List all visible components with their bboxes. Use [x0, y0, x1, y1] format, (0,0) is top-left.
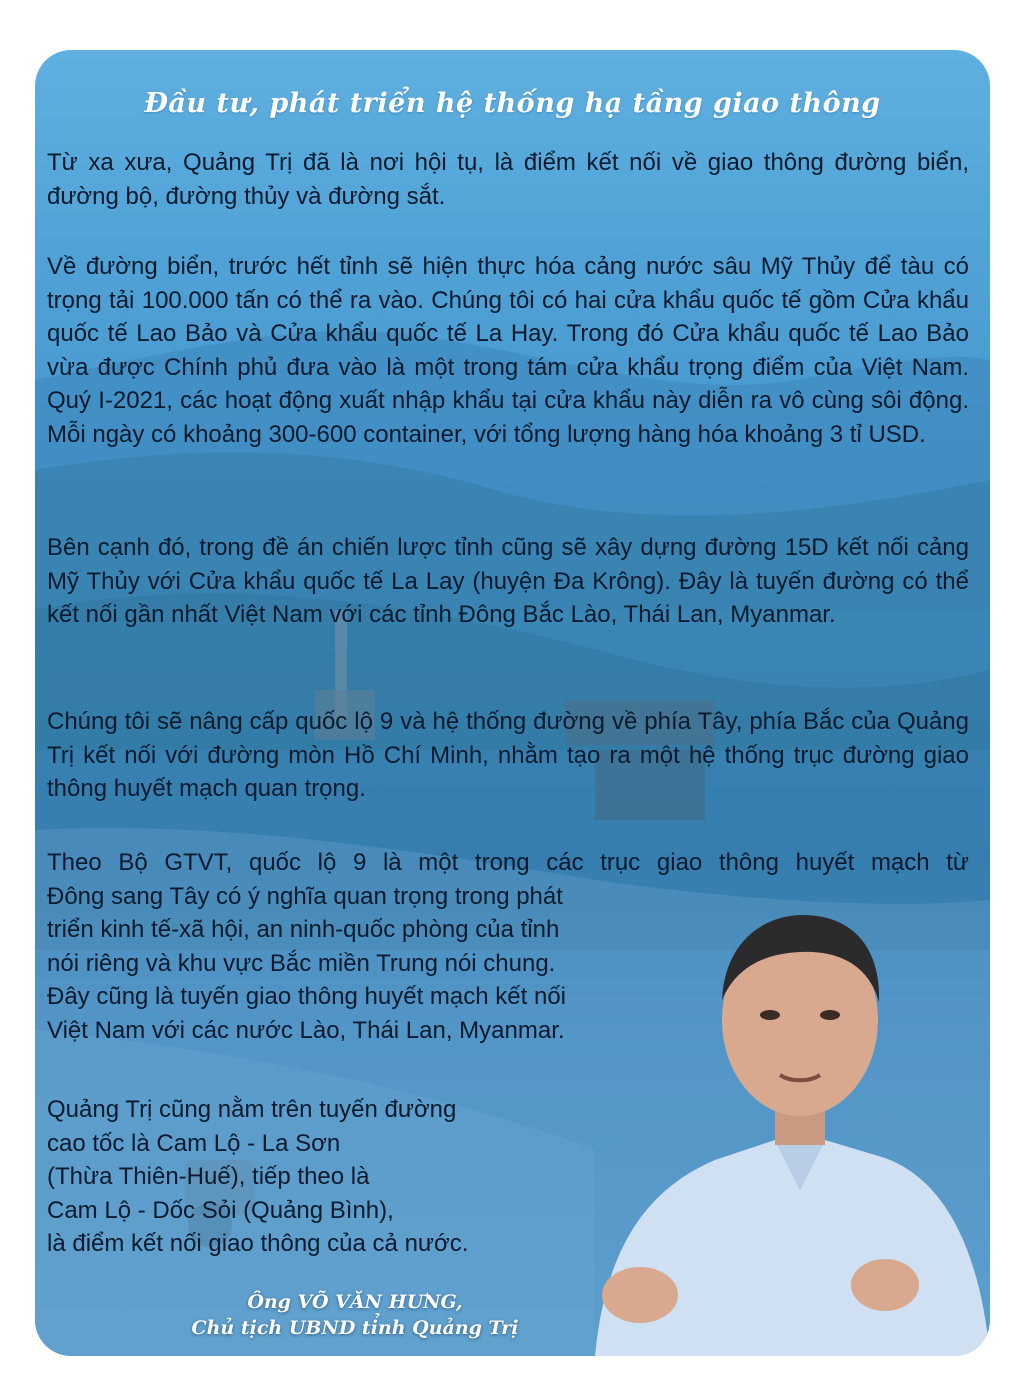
paragraph-line: (Thừa Thiên-Huế), tiếp theo là — [47, 1163, 370, 1190]
paragraph-line: Quảng Trị cũng nằm trên tuyến đường — [47, 1096, 457, 1123]
paragraph-intro: Từ xa xưa, Quảng Trị đã là nơi hội tụ, là điểm kết nối về giao thông đường biển, đường bộ, đường thủy và đường sắt. — [47, 149, 969, 210]
paragraph-line: Theo Bộ GTVT, quốc lộ 9 là một trong các trục giao thông huyết mạch từ — [47, 849, 969, 876]
speaker-title: Chủ tịch UBND tỉnh Quảng Trị — [191, 1317, 519, 1339]
paragraph-expressway — [47, 1093, 607, 1261]
speaker-name: Ông VÕ VĂN HƯNG, — [247, 1291, 463, 1313]
paragraph-sea-route: Về đường biển, trước hết tỉnh sẽ hiện thực hóa cảng nước sâu Mỹ Thủy để tàu có trọng tải 100.000 tấn có thể ra vào. Chúng tôi có hai cửa khẩu quốc tế gồm Cửa khẩu quốc tế Lao Bảo và Cửa khẩu quốc tế La Hay. Trong đó Cửa khẩu quốc tế Lao Bảo vừa được Chính phủ đưa vào là một trong tám cửa khẩu trọng điểm của Việt Nam. Quý I-2021, các hoạt động xuất nhập khẩu tại cửa khẩu này diễn ra vô cùng sôi động. Mỗi ngày có khoảng 300-600 container, với tổng lượng hàng hóa khoảng 3 tỉ USD. — [47, 253, 969, 448]
paragraph-road-15d: Bên cạnh đó, trong đề án chiến lược tỉnh cũng sẽ xây dựng đường 15D kết nối cảng Mỹ Thủy với Cửa khẩu quốc tế La Lay (huyện Đa Krông). Đây là tuyến đường có thể kết nối gần nhất Việt Nam với các tỉnh Đông Bắc Lào, Thái Lan, Myanmar. — [47, 534, 969, 628]
article-card — [35, 50, 990, 1356]
paragraph-highway-9: Chúng tôi sẽ nâng cấp quốc lộ 9 và hệ thống đường về phía Tây, phía Bắc của Quảng Trị kết nối với đường mòn Hồ Chí Minh, nhằm tạo ra một hệ thống trục đường giao thông huyết mạch quan trọng. — [47, 708, 969, 802]
paragraph-line: Việt Nam với các nước Lào, Thái Lan, Myanmar. — [47, 1016, 565, 1044]
speaker-portrait — [585, 890, 990, 1356]
paragraph-line: Đông sang Tây có ý nghĩa quan trọng trong phát — [47, 882, 563, 910]
paragraph-line: là điểm kết nối giao thông của cả nước. — [47, 1230, 469, 1257]
paragraph-line: Đây cũng là tuyến giao thông huyết mạch kết nối — [47, 983, 566, 1010]
page-title: Đầu tư, phát triển hệ thống hạ tầng giao thông — [144, 88, 881, 119]
paragraph-line: Cam Lộ - Dốc Sỏi (Quảng Bình), — [47, 1196, 394, 1224]
paragraph-line: cao tốc là Cam Lộ - La Sơn — [47, 1129, 341, 1157]
paragraph-line: triển kinh tế-xã hội, an ninh-quốc phòng của tỉnh — [47, 916, 560, 943]
paragraph-line: nói riêng và khu vực Bắc miền Trung nói chung. — [47, 949, 556, 977]
